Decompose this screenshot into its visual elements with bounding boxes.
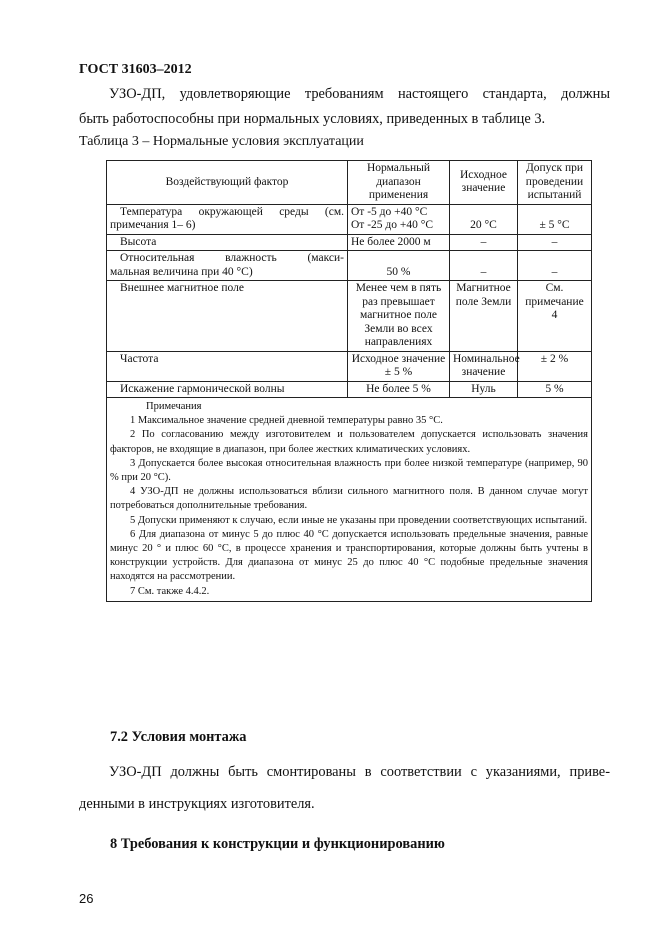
table-row (107, 234, 592, 251)
altitude-factor: Высота (107, 234, 348, 251)
magnetic-initial: Магнитное поле Земли (450, 281, 518, 352)
table-row (107, 351, 592, 381)
note-2: 2 По согласованию между изготовителем и пользователем допускается использовать значения факторов, не входящие в диапазон, при более жестких климатических условиях. (110, 429, 588, 455)
table-row (107, 281, 592, 352)
temperature-range-1: От -5 до +40 °С (351, 205, 428, 218)
note-1: 1 Максимальное значение средней дневной температуры равно 35 °С. (130, 415, 443, 427)
altitude-initial: – (450, 234, 518, 251)
distortion-range: Не более 5 % (348, 381, 450, 398)
intro-line-1: УЗО-ДП, удовлетворяющие требованиям настоящего стандарта, должны (109, 86, 610, 102)
temperature-range-2: От -25 до +40 °С (351, 219, 434, 231)
section-7-2-heading: 7.2 Условия монтажа (110, 729, 247, 745)
intro-line-2: быть работоспособны при нормальных условиях, приведенных в таблице 3. (79, 111, 546, 127)
header-initial: Исходное значение (450, 161, 518, 205)
distortion-initial: Нуль (450, 381, 518, 398)
temperature-factor: Температура окружающей среды (см. примечания 1– 6) (107, 204, 348, 234)
temperature-initial: 20 °С (450, 204, 518, 234)
notes-row (107, 398, 592, 602)
notes-title: Примечания (146, 401, 202, 412)
humidity-factor-line-1: Относительная влажность (макси- (120, 252, 344, 264)
section-7-2-line-1: УЗО-ДП должны быть смонтированы в соответствии с указаниями, приве- (109, 764, 610, 780)
distortion-factor: Искажение гармонической волны (107, 381, 348, 398)
humidity-initial: – (450, 251, 518, 281)
temperature-tolerance: ± 5 °С (518, 204, 592, 234)
table-caption: Таблица 3 – Нормальные условия эксплуатации (79, 134, 364, 149)
frequency-factor: Частота (107, 351, 348, 381)
magnetic-tolerance: См. примечание 4 (518, 281, 592, 352)
table-header-row (107, 161, 592, 205)
note-3: 3 Допускается более высокая относительная влажность при более низкой температуре (например, 90 % при 20 °С). (110, 457, 588, 484)
intro-paragraph (79, 82, 610, 132)
humidity-tolerance: – (518, 251, 592, 281)
conditions-table (106, 160, 592, 602)
distortion-tolerance: 5 % (518, 381, 592, 398)
frequency-tolerance: ± 2 % (518, 351, 592, 381)
table-row (107, 204, 592, 234)
frequency-initial: Номинальное значение (450, 351, 518, 381)
section-8-heading: 8 Требования к конструкции и функционированию (110, 836, 445, 852)
table-row (107, 381, 592, 398)
table-row (107, 251, 592, 281)
temperature-range (348, 204, 450, 234)
frequency-range: Исходное значение ± 5 % (348, 351, 450, 381)
humidity-factor-line-2: мальная величина при 40 °С) (110, 265, 253, 278)
altitude-range: Не более 2000 м (348, 234, 450, 251)
page-number: 26 (79, 891, 94, 906)
section-7-2-paragraph (79, 756, 610, 820)
humidity-range: 50 % (348, 251, 450, 281)
humidity-factor (107, 251, 348, 281)
header-range: Нормальный диапазон применения (348, 161, 450, 205)
magnetic-factor: Внешнее магнитное поле (107, 281, 348, 352)
note-4: 4 УЗО-ДП не должны использоваться вблизи сильного магнитного поля. В данном случае могут потребоваться дополнительные требования. (110, 486, 588, 512)
note-7: 7 См. также 4.4.2. (130, 585, 210, 597)
section-7-2-line-2: денными в инструкциях изготовителя. (79, 796, 315, 812)
table-notes (107, 398, 592, 602)
note-5: 5 Допуски применяют к случаю, если иные не указаны при проведении соответствующих испытаний. (130, 514, 588, 526)
header-tolerance: Допуск при проведении испытаний (518, 161, 592, 205)
altitude-tolerance: – (518, 234, 592, 251)
standard-number: ГОСТ 31603–2012 (79, 62, 192, 77)
note-6: 6 Для диапазона от минус 5 до плюс 40 °С допускается использовать предельные значения, равные минус 20 ° и плюс 60 °С, в процессе хранения и транспортирования, которые должны быть учтены в конструкции устройств. Для диапазона от минус 25 до плюс 40 °С подобные предельные значения находятся на рассмотрении. (110, 528, 588, 583)
header-factor: Воздействующий фактор (107, 161, 348, 205)
magnetic-range: Менее чем в пять раз превышает магнитное поле Земли во всех направлениях (348, 281, 450, 352)
